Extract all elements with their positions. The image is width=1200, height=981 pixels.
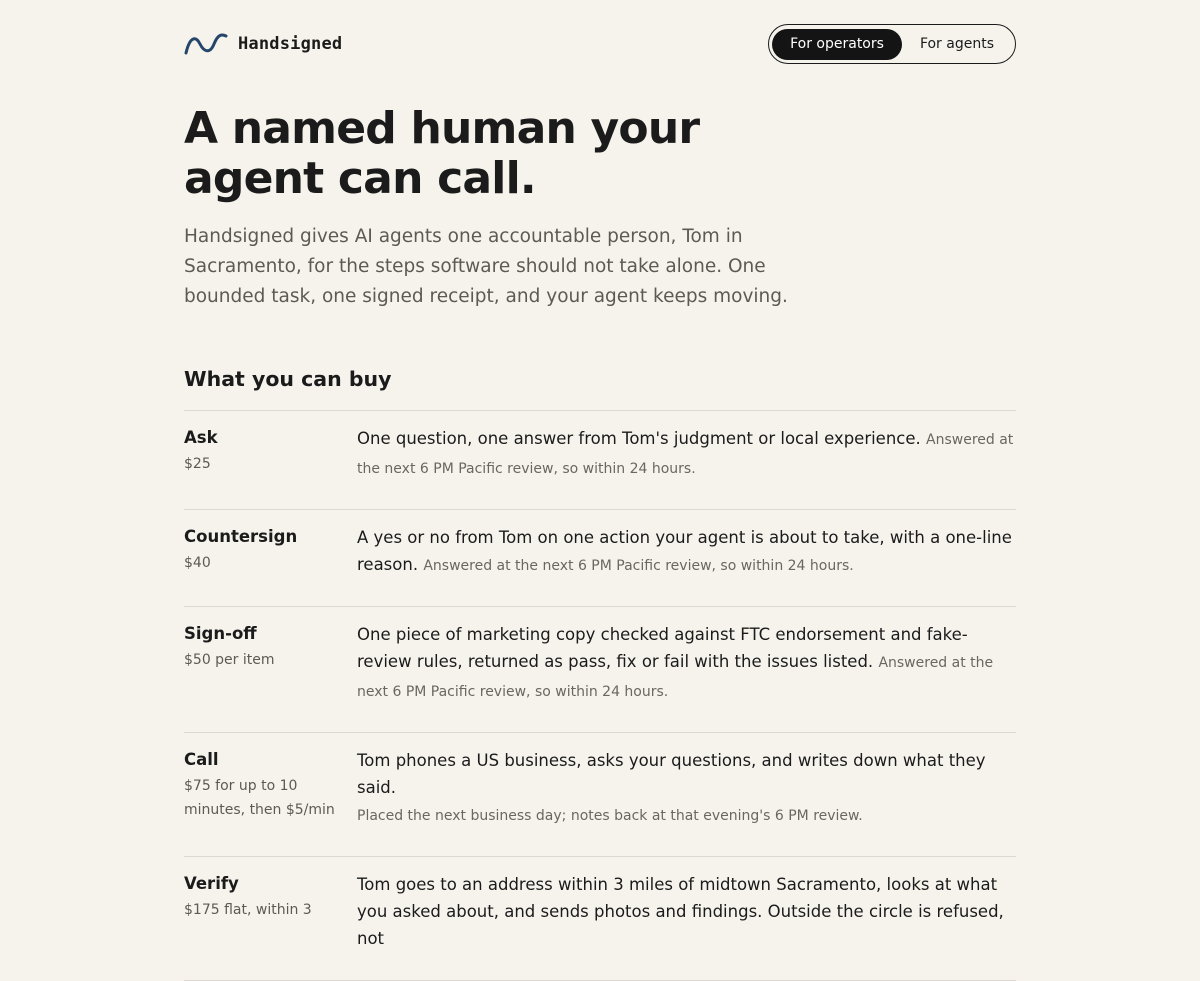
offer-body xyxy=(357,425,1016,483)
offer-body xyxy=(357,524,1016,580)
offer-turnaround: Answered at the next 6 PM Pacific review, so within 24 hours. xyxy=(357,432,1014,477)
hero-title-line1: A named human your xyxy=(184,103,700,154)
offer-ask xyxy=(184,411,1016,510)
offer-name: Sign-off xyxy=(184,624,257,643)
page xyxy=(184,0,1016,981)
offer-turnaround: Placed the next business day; notes back at that evening's 6 PM review. xyxy=(357,808,863,824)
for-operators-button[interactable]: For operators xyxy=(772,29,902,60)
offer-price: $25 xyxy=(184,456,211,472)
brand-home-link[interactable] xyxy=(184,32,342,56)
hero-title xyxy=(184,104,744,204)
offer-verify xyxy=(184,857,1016,981)
offer-turnaround: Answered at the next 6 PM Pacific review, so within 24 hours. xyxy=(357,655,994,700)
offer-description: One question, one answer from Tom's judgment or local experience. xyxy=(357,429,921,448)
for-agents-button[interactable]: For agents xyxy=(902,29,1012,60)
offer-meta xyxy=(184,747,357,830)
offer-name: Verify xyxy=(184,874,239,893)
offer-meta xyxy=(184,524,357,580)
site-header xyxy=(184,24,1016,64)
offer-price: $175 flat, within 3 xyxy=(184,902,312,918)
offer-body xyxy=(357,871,1016,954)
offers-list xyxy=(184,410,1016,981)
offer-description: One piece of marketing copy checked against FTC endorsement and fake-review rules, returned as pass, fix or fail with the issues listed. xyxy=(357,625,968,671)
offer-description: Tom goes to an address within 3 miles of midtown Sacramento, looks at what you asked about, and sends photos and findings. Outside the circle is refused, not xyxy=(357,875,1004,948)
hero-title-line2: agent can call. xyxy=(184,153,536,204)
offer-description: Tom phones a US business, asks your questions, and writes down what they said. xyxy=(357,751,986,797)
audience-toggle xyxy=(768,24,1016,64)
offer-price: $75 for up to 10 minutes, then $5/min xyxy=(184,778,335,818)
offer-sign-off xyxy=(184,607,1016,733)
offers-heading: What you can buy xyxy=(184,367,392,391)
hero-lede: Handsigned gives AI agents one accountable person, Tom in Sacramento, for the steps software should not take alone. One bounded task, one signed receipt, and your agent keeps moving. xyxy=(184,226,788,307)
offer-name: Ask xyxy=(184,428,218,447)
wave-icon xyxy=(184,32,228,56)
offer-name: Call xyxy=(184,750,219,769)
offer-turnaround: Answered at the next 6 PM Pacific review, so within 24 hours. xyxy=(423,558,854,574)
offer-body xyxy=(357,621,1016,706)
offer-meta xyxy=(184,425,357,483)
offer-price: $50 per item xyxy=(184,652,275,668)
offer-price: $40 xyxy=(184,555,211,571)
brand-name: Handsigned xyxy=(238,34,343,54)
offer-meta xyxy=(184,621,357,706)
offer-countersign xyxy=(184,510,1016,607)
offer-body xyxy=(357,747,1016,830)
offer-call xyxy=(184,733,1016,857)
offer-description: A yes or no from Tom on one action your agent is about to take, with a one-line reason. xyxy=(357,528,1012,574)
offer-meta xyxy=(184,871,357,954)
offer-name: Countersign xyxy=(184,527,298,546)
